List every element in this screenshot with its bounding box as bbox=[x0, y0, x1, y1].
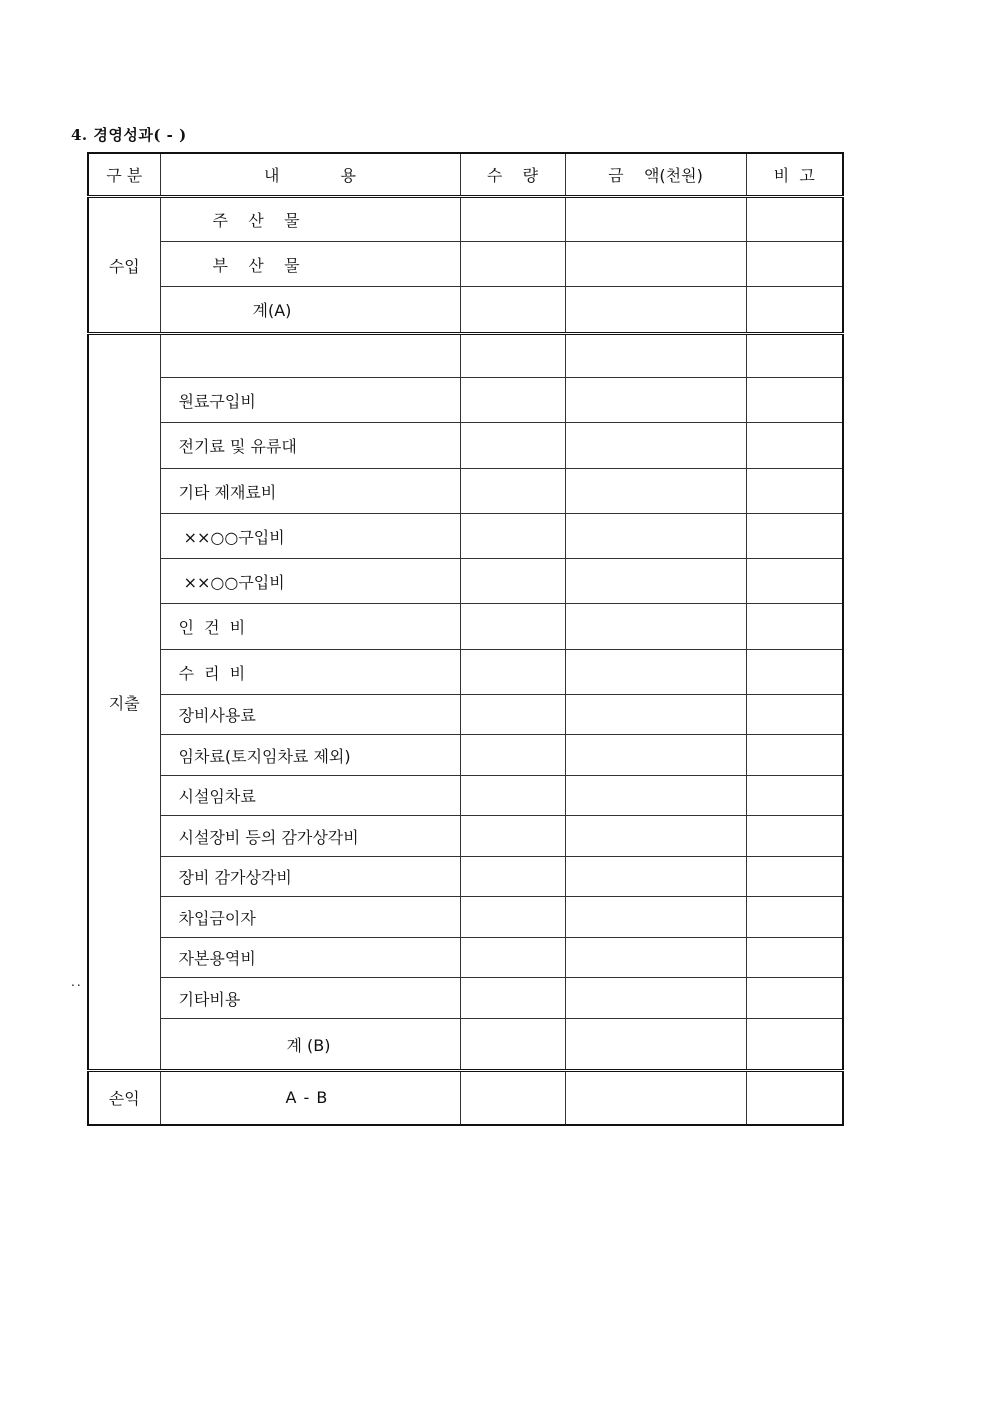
expense-item: 시설임차료 bbox=[160, 776, 460, 816]
header-amount: 금 액(천원) bbox=[565, 153, 746, 197]
table-row bbox=[88, 242, 843, 287]
expense-item: 장비사용료 bbox=[160, 695, 460, 735]
header-row bbox=[88, 153, 843, 197]
table-row bbox=[88, 378, 843, 423]
expense-item bbox=[160, 334, 460, 378]
expense-item: 기타 제재료비 bbox=[160, 469, 460, 514]
table-row bbox=[88, 604, 843, 650]
expense-item: 원료구입비 bbox=[160, 378, 460, 423]
expense-item: 장비 감가상각비 bbox=[160, 857, 460, 897]
table-row bbox=[88, 695, 843, 735]
table-row bbox=[88, 559, 843, 604]
table-row bbox=[88, 857, 843, 897]
table-row bbox=[88, 1071, 843, 1125]
income-item: 주 산 물 bbox=[160, 197, 460, 242]
expense-item: ××○○구입비 bbox=[160, 559, 460, 604]
header-quantity: 수 량 bbox=[460, 153, 565, 197]
expense-item: 임차료(토지임차료 제외) bbox=[160, 735, 460, 776]
table-row bbox=[88, 978, 843, 1019]
expense-total: 계 (B) bbox=[160, 1019, 460, 1071]
header-category: 구 분 bbox=[88, 153, 160, 197]
income-total: 계(A) bbox=[160, 287, 460, 334]
table-row bbox=[88, 334, 843, 378]
income-item: 부 산 물 bbox=[160, 242, 460, 287]
income-category: 수입 bbox=[88, 197, 160, 334]
table-row bbox=[88, 197, 843, 242]
profit-category: 손익 bbox=[88, 1071, 160, 1125]
performance-table bbox=[87, 152, 844, 1126]
profit-formula: A - B bbox=[160, 1071, 460, 1125]
header-note: 비 고 bbox=[746, 153, 843, 197]
table-row bbox=[88, 776, 843, 816]
table-row bbox=[88, 287, 843, 334]
table-row bbox=[88, 423, 843, 469]
expense-item: 전기료 및 유류대 bbox=[160, 423, 460, 469]
table-row bbox=[88, 469, 843, 514]
expense-item: ××○○구입비 bbox=[160, 514, 460, 559]
table-row bbox=[88, 1019, 843, 1071]
table-row bbox=[88, 938, 843, 978]
table-row bbox=[88, 514, 843, 559]
expense-item: 시설장비 등의 감가상각비 bbox=[160, 816, 460, 857]
expense-item: 기타비용 bbox=[160, 978, 460, 1019]
table-row bbox=[88, 650, 843, 695]
expense-item: 차입금이자 bbox=[160, 897, 460, 938]
table-row bbox=[88, 816, 843, 857]
expense-item: 자본용역비 bbox=[160, 938, 460, 978]
header-content: 내 용 bbox=[160, 153, 460, 197]
section-title: 4. 경영성과( - ) bbox=[71, 126, 187, 144]
expense-category: 지출 bbox=[88, 334, 160, 1071]
expense-item: 인 건 비 bbox=[160, 604, 460, 650]
table-row bbox=[88, 735, 843, 776]
margin-mark: .. bbox=[71, 975, 83, 989]
table-row bbox=[88, 897, 843, 938]
expense-item: 수 리 비 bbox=[160, 650, 460, 695]
